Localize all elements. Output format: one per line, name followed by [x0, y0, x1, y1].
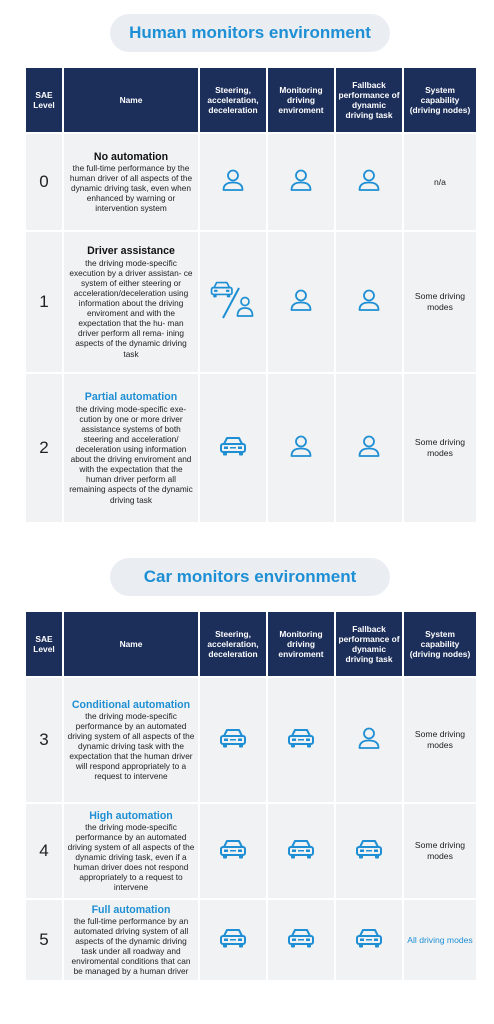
fallback-cell [336, 232, 402, 372]
monitoring-cell [268, 804, 334, 898]
car-icon [218, 838, 248, 860]
system-capability: All driving modes [404, 900, 476, 980]
car-icon [218, 727, 248, 749]
level-description: the driving mode-specific performance by an automated driving system of all aspects of the dynamic driving task with the expectation that the human driver will respond appropriately to a request to intervene [67, 710, 195, 782]
fallback-cell [336, 134, 402, 230]
section-title-human: Human monitors environment [110, 14, 390, 52]
level-description: the full-time performance by the human driver of all aspects of the dynamic driving task, even when enhanced by warning or intervention system [69, 162, 193, 214]
header-monitoring: Monitoring driving enviroment [268, 612, 334, 676]
table-row [26, 804, 476, 898]
sae-level-value: 2 [26, 374, 62, 522]
level-name: Conditional automation [71, 698, 191, 711]
header-name: Name [64, 612, 198, 676]
level-description: the driving mode-specific exe- cution by one or more driver assistance systems of both steering and acceleration/ deceleration using information about the driving enviroment and with the expectation that the human driver perform all remaining aspects of the dynamic driving task [69, 403, 193, 505]
car-icon [286, 927, 316, 949]
level-name-cell [64, 900, 198, 980]
car-person-icon [209, 280, 257, 320]
monitoring-cell [268, 232, 334, 372]
table-row [26, 900, 476, 980]
steering-cell [200, 232, 266, 372]
fallback-cell [336, 900, 402, 980]
steering-cell [200, 374, 266, 522]
level-name-cell [64, 804, 198, 898]
sae-table-car [24, 610, 478, 982]
monitoring-cell [268, 134, 334, 230]
person-icon [356, 167, 382, 193]
sae-level-value: 1 [26, 232, 62, 372]
person-icon [288, 167, 314, 193]
car-icon [218, 435, 248, 457]
steering-cell [200, 134, 266, 230]
section-title-car: Car monitors environment [110, 558, 390, 596]
header-capability: System capability (driving nodes) [404, 68, 476, 132]
car-icon [218, 927, 248, 949]
level-name: Partial automation [84, 391, 178, 404]
person-icon [356, 287, 382, 313]
header-capability: System capability (driving nodes) [404, 612, 476, 676]
header-steering: Steering, acceleration, deceleration [200, 612, 266, 676]
sae-level-value: 0 [26, 134, 62, 230]
header-steering: Steering, acceleration, deceleration [200, 68, 266, 132]
steering-cell [200, 900, 266, 980]
sae-level-value: 3 [26, 678, 62, 802]
person-icon [288, 433, 314, 459]
sae-table-human [24, 66, 478, 524]
monitoring-cell [268, 374, 334, 522]
level-name: Driver assistance [87, 245, 175, 258]
monitoring-cell [268, 678, 334, 802]
header-fallback: Fallback performance of dynamic driving task [336, 612, 402, 676]
level-name: No automation [93, 150, 169, 163]
table-row [26, 232, 476, 372]
level-name-cell [64, 134, 198, 230]
system-capability: Some driving modes [404, 232, 476, 372]
sae-level-value: 4 [26, 804, 62, 898]
sae-level-value: 5 [26, 900, 62, 980]
level-name-cell [64, 374, 198, 522]
level-description: the driving mode-specific performance by an automated driving system of all aspects of the dynamic driving task, even if a human driver does not respond appropriately to a request to intervene [67, 821, 195, 893]
car-icon [286, 838, 316, 860]
table-row [26, 134, 476, 230]
fallback-cell [336, 678, 402, 802]
table-header-row [26, 612, 476, 676]
system-capability: Some driving modes [404, 804, 476, 898]
level-name: Full automation [91, 903, 171, 916]
fallback-cell [336, 374, 402, 522]
table-row [26, 374, 476, 522]
system-capability: Some driving modes [404, 678, 476, 802]
car-icon [354, 838, 384, 860]
level-name-cell [64, 232, 198, 372]
fallback-cell [336, 804, 402, 898]
header-fallback: Fallback performance of dynamic driving task [336, 68, 402, 132]
table-row [26, 678, 476, 802]
level-name-cell [64, 678, 198, 802]
system-capability: n/a [404, 134, 476, 230]
header-sae-level: SAE Level [26, 612, 62, 676]
header-sae-level: SAE Level [26, 68, 62, 132]
header-monitoring: Monitoring driving enviroment [268, 68, 334, 132]
level-description: the driving mode-specific execution by a driver assistan- ce system of either steering or acceleration/deceleration using information about the driving enviroment and with the expectation that the hu- man driver perform all rema- ining aspects of the dynamic driving task [69, 257, 193, 359]
person-icon [356, 725, 382, 751]
header-name: Name [64, 68, 198, 132]
steering-cell [200, 678, 266, 802]
system-capability: Some driving modes [404, 374, 476, 522]
person-icon [356, 433, 382, 459]
person-icon [288, 287, 314, 313]
steering-cell [200, 804, 266, 898]
monitoring-cell [268, 900, 334, 980]
car-icon [286, 727, 316, 749]
level-description: the full-time performance by an automated driving system of all aspects of the dynamic driving task under all roadway and enviromental conditions that can be managed by a human driver [71, 915, 191, 977]
level-name: High automation [89, 809, 173, 822]
car-icon [354, 927, 384, 949]
person-icon [220, 167, 246, 193]
table-header-row [26, 68, 476, 132]
